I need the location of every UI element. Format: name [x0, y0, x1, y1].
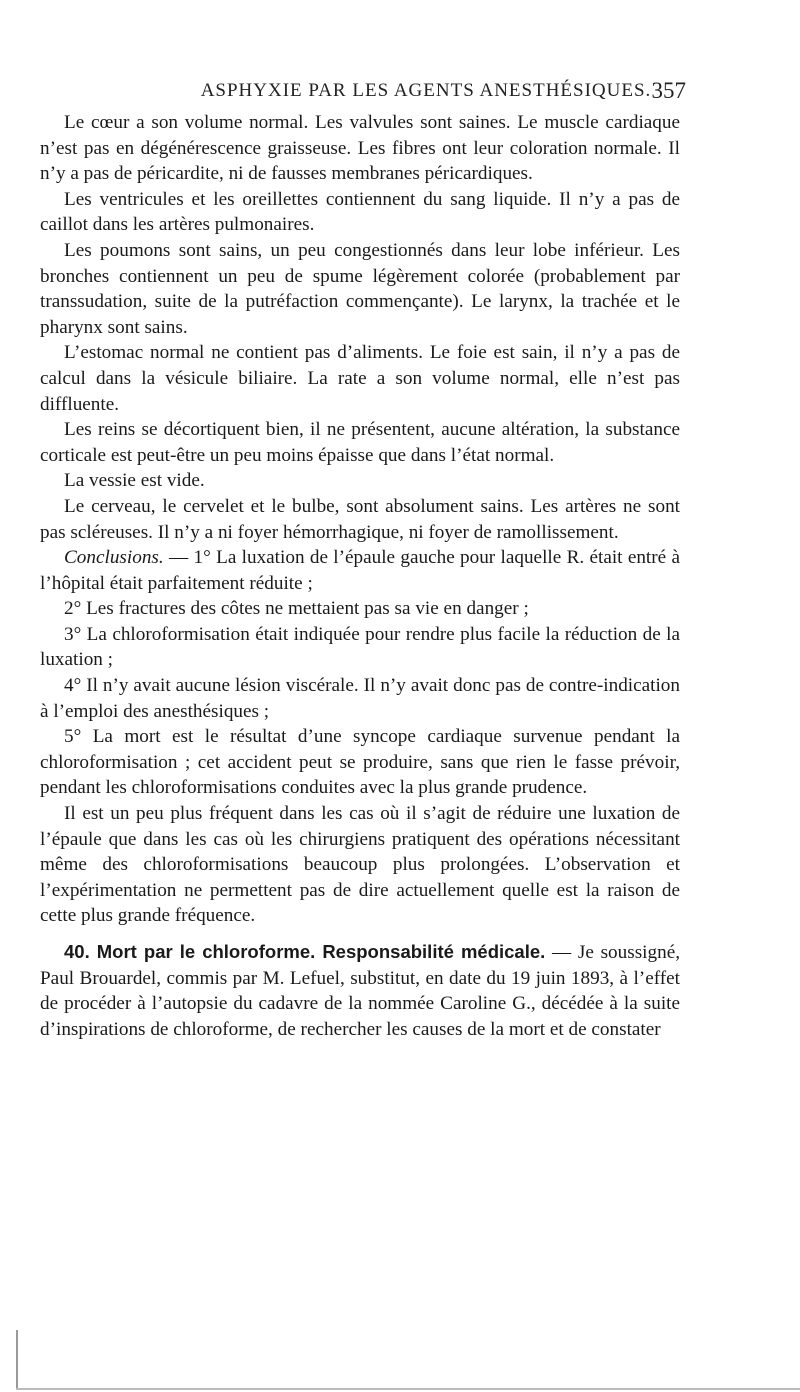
paragraph: Les reins se décortiquent bien, il ne présentent, aucune altération, la substance corticale est peut-être un peu moins épaisse que dans l’état normal.	[40, 419, 680, 466]
conclusions-item: 5° La mort est le résultat d’une syncope cardiaque survenue pendant la chloroformisation ; cet accident peut se produire, sans que rien le fasse prévoir, pendant les chloroformisations conduites avec la plus grande prudence.	[40, 726, 680, 799]
paragraph: L’estomac normal ne contient pas d’aliments. Le foie est sain, il n’y a pas de calcul dans la vésicule biliaire. La rate a son volume normal, elle n’est pas diffluente.	[40, 342, 680, 415]
paragraph: Les poumons sont sains, un peu congestionnés dans leur lobe inférieur. Les bronches contiennent un peu de spume légèrement colorée (probablement par transsudation, suite de la putréfaction commençante). Le larynx, la trachée et le pharynx sont sains.	[40, 239, 680, 338]
body-text	[40, 110, 680, 1042]
scan-margin-line	[16, 1330, 18, 1390]
conclusions-item: 2° Les fractures des côtes ne mettaient pas sa vie en danger ;	[64, 598, 529, 620]
conclusions-text: — 1° La luxation de l’épaule gauche pour laquelle R. était entré à l’hôpital était parfaitement réduite ;	[40, 547, 680, 594]
running-title: ASPHYXIE PAR LES AGENTS ANESTHÉSIQUES.	[200, 80, 652, 101]
section-text: — Je soussigné, Paul Brouardel, commis par M. Lefuel, substitut, en date du 19 juin 1893, à l’effet de procéder à l’autopsie du cadavre de la nommée Caroline G., décédée à la suite d’inspirations de chloroforme, de rechercher les causes de la mort et de constater	[40, 942, 681, 1040]
conclusions-label: Conclusions.	[64, 547, 164, 569]
paragraph: La vessie est vide.	[64, 470, 205, 492]
paragraph: Le cerveau, le cervelet et le bulbe, sont absolument sains. Les artères ne sont pas scléreuses. Il n’y a ni foyer hémorrhagique, ni foyer de ramollissement.	[40, 495, 680, 543]
paragraph: Les ventricules et les oreillettes contiennent du sang liquide. Il n’y a pas de caillot dans les artères pulmonaires.	[40, 188, 680, 236]
conclusions-item: 3° La chloroformisation était indiquée pour rendre plus facile la réduction de la luxation ;	[40, 623, 680, 671]
page-number: 357	[651, 78, 686, 103]
conclusions-item: 4° Il n’y avait aucune lésion viscérale. Il n’y avait donc pas de contre-indication à l’emploi des anesthésiques ;	[40, 675, 680, 722]
section-heading: 40. Mort par le chloroforme. Responsabilité médicale.	[64, 941, 546, 962]
paragraph: Il est un peu plus fréquent dans les cas où il s’agit de réduire une luxation de l’épaule que dans les cas où les chirurgiens pratiquent des opérations nécessitant même des chloroformisations beaucoup plus prolongées. L’observation et l’expérimentation ne permettent pas de dire actuellement quelle est la raison de cette plus grande fréquence.	[40, 803, 680, 927]
conclusions-item	[40, 545, 680, 596]
scan-bottom-line	[16, 1388, 800, 1390]
paragraph: Le cœur a son volume normal. Les valvules sont saines. Le muscle cardiaque n’est pas en dégénérescence graisseuse. Les fibres ont leur coloration normale. Il n’y a pas de péricardite, ni de fausses membranes péricardiques.	[40, 112, 680, 185]
section-40	[40, 939, 680, 1042]
